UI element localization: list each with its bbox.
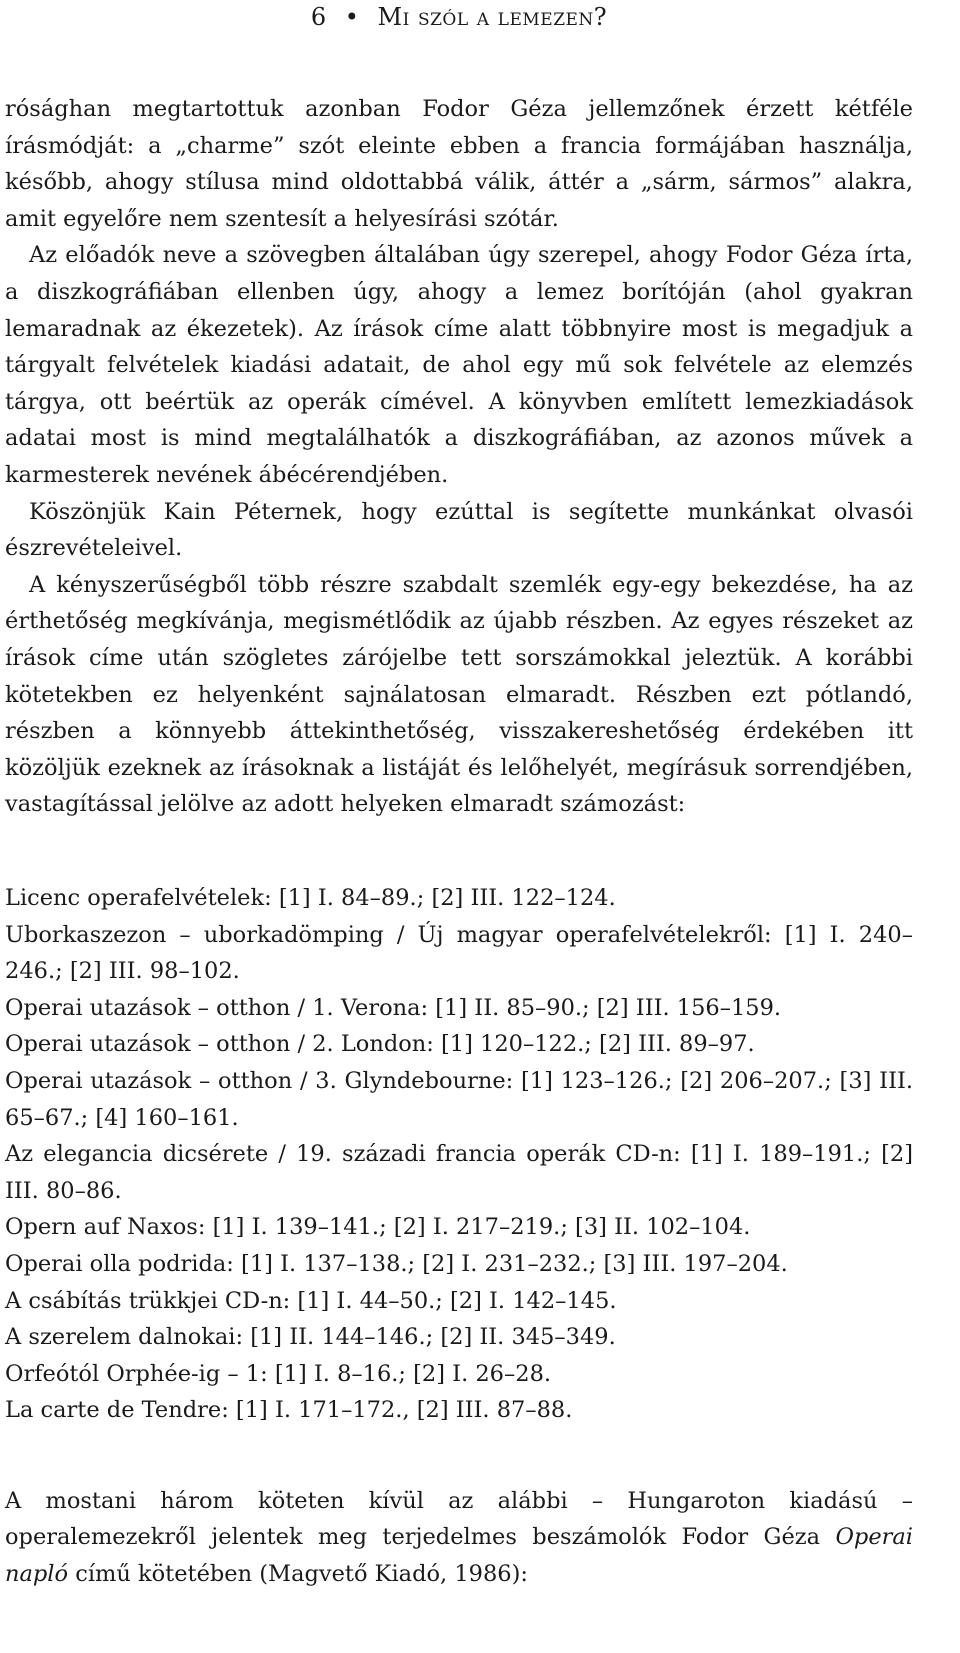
header-separator: • <box>344 3 360 31</box>
reference-entry: Operai utazások – otthon / 3. Glyndebourne: [1] 123–126.; [2] 206–207.; [3] III. 65–67.; [4] 160–161. <box>5 1067 913 1131</box>
closing-text-end: című kötetében (Magvető Kiadó, 1986): <box>68 1560 528 1587</box>
paragraph: Az előadók neve a szövegben általában úgy szerepel, ahogy Fodor Géza írta, a diszkográfiában ellenben úgy, ahogy a lemez borítóján (ahol gyakran lemaradnak az ékezetek). Az írások címe alatt többnyire most is megadjuk a tárgyalt felvételek kiadási adatait, de ahol egy mű sok felvétele az elemzés tárgya, ott beértük az operák címével. A könyvben említett lemezkiadások adatai most is mind megtalálhatók a diszkográfiában, az azonos művek a karmesterek nevének ábécérendjében. <box>5 242 913 488</box>
paragraph: A kényszerűségből több részre szabdalt szemlék egy-egy bekezdése, ha az érthetőség megkívánja, megismétlődik az újabb részben. Az egyes részeket az írások címe után szögletes zárójelbe tett sorszámokkal jeleztük. A korábbi kötetekben ez helyenként sajnálatosan elmaradt. Részben ezt pótlandó, részben a könnyebb áttekinthetőség, visszakereshetőség érdekében itt közöljük ezeknek az írásoknak a listáját és lelőhelyét, megírásuk sorrendjében, vastagítással jelölve az adott helyeken elmaradt számozást: <box>5 571 913 818</box>
running-header <box>5 2 913 32</box>
page-number: 6 <box>310 3 327 31</box>
paragraph: rósághan megtartottuk azonban Fodor Géza jellemzőnek érzett kétféle írásmódját: a „charme” szót eleinte ebben a francia formájában használja, később, ahogy stílusa mind oldottabbá válik, áttér a „sárm, sármos” alakra, amit egyelőre nem szentesít a helyesírási szótár. <box>5 96 913 232</box>
running-title: Mi szól a lemezen? <box>377 3 608 31</box>
reference-entry: Operai utazások – otthon / 2. London: [1] 120–122.; [2] III. 89–97. <box>5 1031 755 1058</box>
reference-entry: Az elegancia dicsérete / 19. századi francia operák CD-n: [1] I. 189–191.; [2] III. 80–86. <box>5 1141 913 1204</box>
reference-entry: Uborkaszezon – uborkadömping / Új magyar operafelvételekről: [1] I. 240–246.; [2] III. 98–102. <box>5 921 913 985</box>
reference-entry: Operai olla podrida: [1] I. 137–138.; [2] I. 231–232.; [3] III. 197–204. <box>5 1250 788 1277</box>
reference-entry: Orfeótól Orphée-ig – 1: [1] I. 8–16.; [2] I. 26–28. <box>5 1360 552 1387</box>
closing-text: A mostani három köteten kívül az alábbi – Hungaroton kiadású – operalemezekről jelentek meg terjedelmes beszámolók Fodor Géza <box>5 1487 913 1551</box>
reference-entry: Licenc operafelvételek: [1] I. 84–89.; [2] III. 122–124. <box>5 885 616 911</box>
reference-entry: Opern auf Naxos: [1] I. 139–141.; [2] I. 217–219.; [3] II. 102–104. <box>5 1214 751 1241</box>
intro-text <box>5 91 913 823</box>
reference-entry: La carte de Tendre: [1] I. 171–172., [2] III. 87–88. <box>5 1397 573 1424</box>
reference-entry: A csábítás trükkjei CD-n: [1] I. 44–50.; [2] I. 142–145. <box>5 1287 617 1314</box>
closing-paragraph <box>5 1483 913 1593</box>
book-title: Operai napló <box>5 1524 913 1587</box>
reference-entry: Operai utazások – otthon / 1. Verona: [1] II. 85–90.; [2] III. 156–159. <box>5 994 782 1021</box>
reference-entry: A szerelem dalnokai: [1] II. 144–146.; [2] II. 345–349. <box>5 1324 616 1351</box>
reference-list <box>5 880 913 1429</box>
paragraph: Köszönjük Kain Péternek, hogy ezúttal is segítette munkánkat olvasói észrevételeivel. <box>5 498 913 562</box>
